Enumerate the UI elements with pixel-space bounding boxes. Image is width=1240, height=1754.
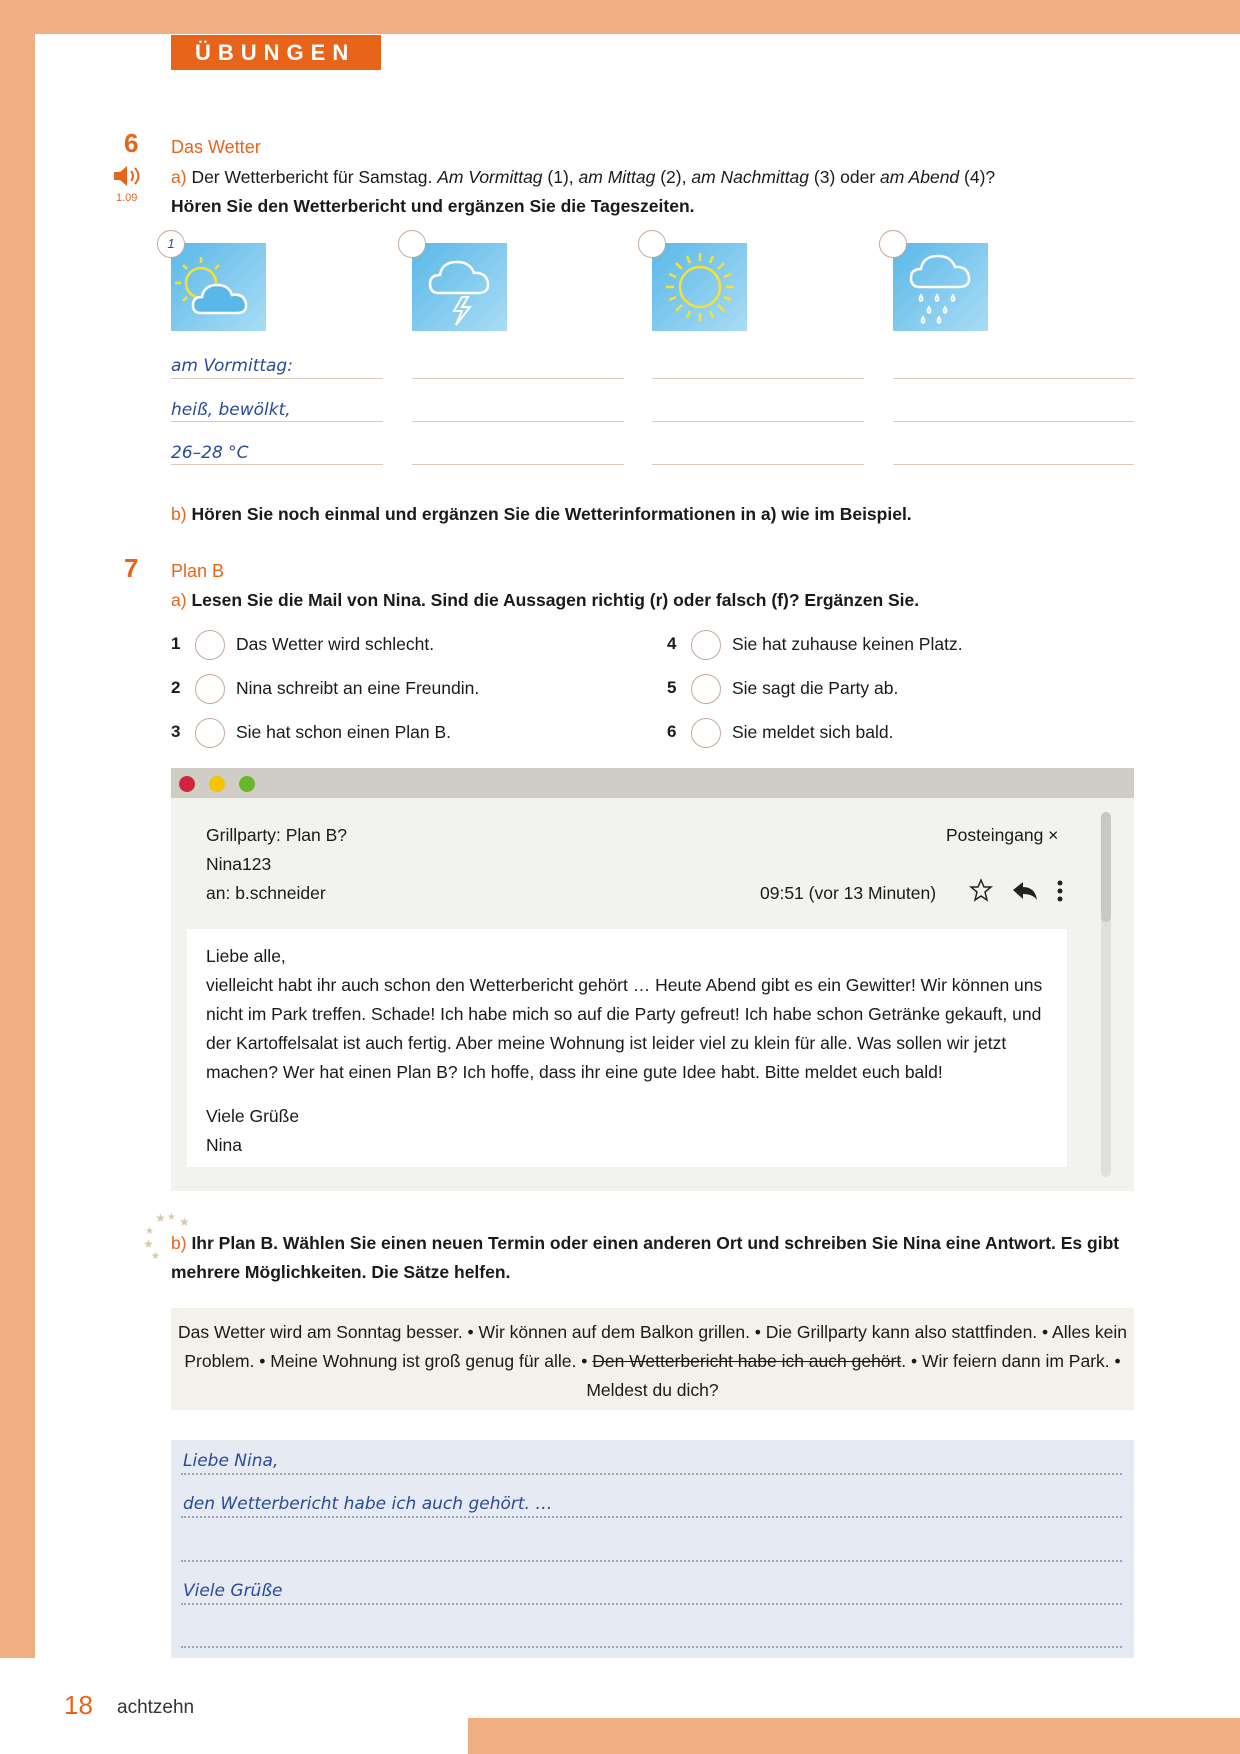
statement-number: 4 [667, 634, 677, 653]
exercise-7b-instruction [171, 1229, 1131, 1287]
mail-recipient: an: b.schneider [206, 883, 326, 903]
inbox-label[interactable]: Posteingang × [946, 825, 1059, 845]
answer-circle[interactable] [691, 718, 721, 748]
statement-text: Nina schreibt an eine Freundin. [236, 678, 480, 698]
minimize-window-dot[interactable] [209, 776, 225, 792]
maximize-window-dot[interactable] [239, 776, 255, 792]
answer-circle[interactable] [195, 718, 225, 748]
answer-circle-1[interactable]: 1 [157, 230, 185, 258]
answer-line[interactable] [171, 378, 383, 379]
instruction-text: Ihr Plan B. Wählen Sie einen neuen Termin oder einen anderen Ort und schreiben Sie Nina eine Antwort. Es gibt mehrere Möglichkeiten. Die Sätze helfen. [171, 1233, 1120, 1282]
exercise-6-title: Das Wetter [171, 137, 261, 157]
instruction-text: Hören Sie den Wetterbericht und ergänzen Sie die Tageszeiten. [171, 196, 695, 216]
answer-line[interactable] [412, 421, 624, 422]
example-answer-temperature: 26–28 °C [171, 443, 249, 463]
sun-cloud-icon [171, 243, 266, 331]
page-frame-bottom [468, 1718, 1240, 1754]
example-answer-weather: heiß, bewölkt, [171, 400, 291, 420]
page-frame-top [0, 0, 1240, 34]
svg-text:★: ★ [167, 1212, 176, 1223]
mail-window-titlebar [171, 768, 1134, 798]
exercise-7-title: Plan B [171, 561, 225, 581]
struck-sentence: Den Wetterbericht habe ich auch gehört [592, 1351, 902, 1371]
mail-message [206, 942, 1061, 1160]
answer-salutation: Liebe Nina, [183, 1451, 279, 1471]
answer-line[interactable] [652, 464, 864, 465]
help-sentences-text: . • Wir feiern dann im Park. • Meldest du dich? [586, 1351, 1121, 1400]
statement-text: Sie hat schon einen Plan B. [236, 722, 452, 742]
instruction-text: Hören Sie noch einmal und ergänzen Sie die Wetterinformationen in a) wie im Beispiel. [191, 504, 912, 524]
answer-line[interactable] [171, 421, 383, 422]
rain-cloud-icon [893, 243, 988, 331]
statement-text: Sie hat zuhause keinen Platz. [732, 634, 963, 654]
task-letter: a) [171, 590, 187, 610]
instruction-text: (2), [655, 167, 692, 187]
more-options-icon[interactable] [1055, 879, 1065, 903]
task-letter: b) [171, 504, 187, 524]
answer-circle-4[interactable] [879, 230, 907, 258]
instruction-emphasis: am Nachmittag [691, 167, 810, 187]
answer-first-line: den Wetterbericht habe ich auch gehört. … [183, 1494, 553, 1514]
answer-circle[interactable] [195, 674, 225, 704]
writing-line[interactable] [181, 1516, 1122, 1518]
mail-greeting: Liebe alle, [206, 946, 286, 966]
star-icon[interactable] [969, 878, 993, 902]
mail-closing: Viele Grüße [206, 1106, 300, 1126]
writing-line[interactable] [181, 1646, 1122, 1648]
writing-line[interactable] [181, 1473, 1122, 1475]
instruction-text: (3) oder [809, 167, 881, 187]
answer-line[interactable] [171, 464, 383, 465]
statement-text: Sie sagt die Party ab. [732, 678, 899, 698]
speaker-icon[interactable] [112, 164, 142, 188]
answer-line[interactable] [893, 421, 1134, 422]
statement-number: 6 [667, 722, 677, 741]
instruction-text: (4)? [959, 167, 996, 187]
instruction-emphasis: am Abend [880, 167, 960, 187]
scrollbar-thumb[interactable] [1101, 812, 1111, 922]
exercise-6b-instruction [171, 500, 1121, 529]
section-tag: ÜBUNGEN [171, 35, 381, 70]
svg-text:★: ★ [151, 1251, 160, 1260]
exercise-6a-instruction [171, 163, 1121, 221]
answer-circle-2[interactable] [398, 230, 426, 258]
svg-text:★: ★ [145, 1226, 154, 1237]
svg-text:★: ★ [155, 1211, 166, 1225]
exercise-7-number: 7 [124, 553, 139, 583]
statement-number: 5 [667, 678, 677, 697]
close-window-dot[interactable] [179, 776, 195, 792]
answer-line[interactable] [412, 378, 624, 379]
page-number: 18 [64, 1690, 93, 1720]
reply-icon[interactable] [1011, 880, 1039, 902]
statement-text: Das Wetter wird schlecht. [236, 634, 435, 654]
exercise-6-number: 6 [124, 128, 139, 158]
answer-line[interactable] [652, 378, 864, 379]
help-sentences [178, 1318, 1127, 1405]
answer-circle[interactable] [691, 630, 721, 660]
answer-circle[interactable] [195, 630, 225, 660]
instruction-text: (1), [542, 167, 579, 187]
svg-text:★: ★ [143, 1237, 154, 1251]
writing-line[interactable] [181, 1560, 1122, 1562]
help-sentences-text: Das Wetter wird am Sonntag besser. • Wir können auf dem Balkon grillen. • Die Grillparty kann also stattfinden. • Alles kein Problem. • Meine Wohnung ist groß genug für alle. • [178, 1322, 1127, 1371]
instruction-text: Der Wetterbericht für Samstag. [191, 167, 438, 187]
audio-track-code: 1.09 [116, 192, 138, 204]
answer-circle[interactable] [691, 674, 721, 704]
answer-line[interactable] [893, 464, 1134, 465]
statement-number: 2 [171, 678, 181, 697]
answer-line[interactable] [652, 421, 864, 422]
mail-timestamp: 09:51 (vor 13 Minuten) [760, 883, 937, 903]
mail-signature: Nina [206, 1135, 242, 1155]
task-letter: a) [171, 167, 187, 187]
exercise-7a-instruction [171, 586, 1121, 615]
instruction-emphasis: Am Vormittag [437, 167, 543, 187]
page-frame-left [0, 0, 35, 1658]
svg-text:★: ★ [179, 1215, 190, 1229]
task-letter: b) [171, 1233, 187, 1253]
sun-icon [652, 243, 747, 331]
statement-number: 1 [171, 634, 181, 653]
instruction-text: Lesen Sie die Mail von Nina. Sind die Aussagen richtig (r) oder falsch (f)? Ergänzen Sie. [191, 590, 920, 610]
example-answer-time: am Vormittag: [171, 356, 293, 376]
answer-line[interactable] [412, 464, 624, 465]
mail-body-text: vielleicht habt ihr auch schon den Wetterbericht gehört … Heute Abend gibt es ein Gewitter! Wir können uns nicht im Park treffen. Schade! Ich habe mich so auf die Party gefreut! Ich habe schon Getränke gekauft, und der Kartoffelsalat ist auch fertig. Aber meine Wohnung ist leider viel zu klein für alle. Was sollen wir jetzt machen? Wer hat einen Plan B? Ich hoffe, dass ihr eine gute Idee habt. Bitte meldet euch bald! [206, 975, 1043, 1082]
mail-subject: Grillparty: Plan B? [206, 825, 348, 845]
page-number-word: achtzehn [117, 1697, 195, 1718]
statement-text: Sie meldet sich bald. [732, 722, 894, 742]
answer-closing: Viele Grüße [183, 1581, 283, 1601]
instruction-emphasis: am Mittag [578, 167, 656, 187]
answer-circle-3[interactable] [638, 230, 666, 258]
statement-number: 3 [171, 722, 181, 741]
answer-line[interactable] [893, 378, 1134, 379]
mail-sender: Nina123 [206, 854, 272, 874]
thunderstorm-cloud-icon [412, 243, 507, 331]
writing-line[interactable] [181, 1603, 1122, 1605]
